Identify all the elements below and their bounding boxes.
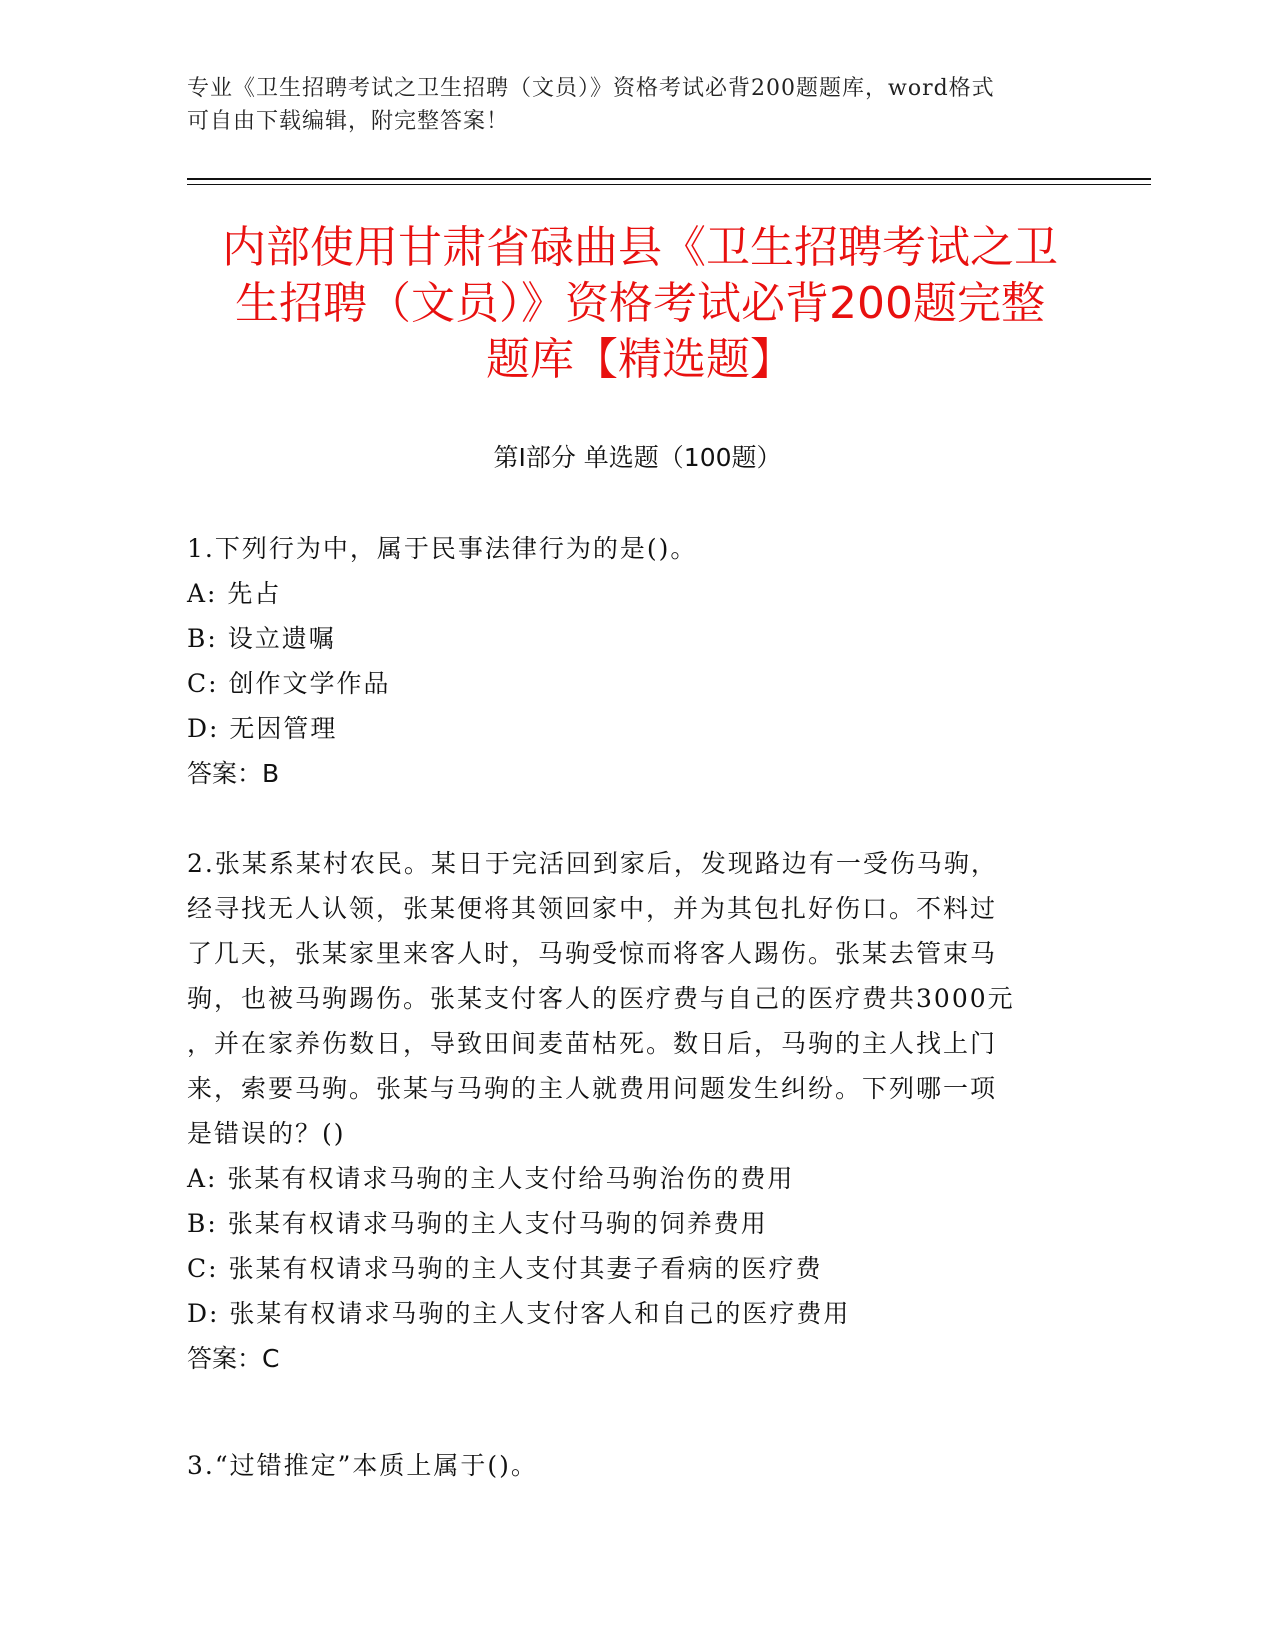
option-a: A: 张某有权请求马驹的主人支付给马驹治伤的费用 — [187, 1164, 795, 1193]
header-note — [187, 72, 1087, 138]
title-line: 题库【精选题】 — [486, 334, 794, 385]
option-b: B: 设立遗嘱 — [187, 624, 336, 653]
header-rule-thin — [187, 184, 1151, 185]
document-title — [190, 220, 1090, 388]
question-3 — [187, 1443, 1087, 1488]
header-note-line-2: 可自由下载编辑，附完整答案！ — [187, 109, 510, 134]
question-stem: 是错误的？() — [187, 1119, 346, 1148]
option-a: A: 先占 — [187, 579, 282, 608]
question-stem: 来，索要马驹。张某与马驹的主人就费用问题发生纠纷。下列哪一项 — [187, 1074, 998, 1103]
question-stem: 经寻找无人认领，张某便将其领回家中，并为其包扎好伤口。不料过 — [187, 894, 998, 923]
answer: 答案：C — [187, 1344, 280, 1373]
option-b: B: 张某有权请求马驹的主人支付马驹的饲养费用 — [187, 1209, 768, 1238]
question-stem: ，并在家养伤数日，导致田间麦苗枯死。数日后，马驹的主人找上门 — [187, 1029, 998, 1058]
title-line: 内部使用甘肃省碌曲县《卫生招聘考试之卫 — [222, 222, 1058, 273]
section-title: 第Ⅰ部分 单选题（100题） — [493, 443, 782, 472]
answer: 答案：B — [187, 759, 280, 788]
question-stem: 2.张某系某村农民。某日于完活回到家后，发现路边有一受伤马驹， — [187, 849, 998, 878]
title-line: 生招聘（文员）》资格考试必背200题完整 — [235, 278, 1045, 329]
option-c: C: 创作文学作品 — [187, 669, 391, 698]
option-d: D: 无因管理 — [187, 714, 338, 743]
question-stem: 1.下列行为中，属于民事法律行为的是()。 — [187, 534, 698, 563]
header-note-line-1: 专业《卫生招聘考试之卫生招聘（文员）》资格考试必背200题题库，word格式 — [187, 76, 995, 101]
header-rule-thick — [187, 178, 1151, 180]
option-d: D: 张某有权请求马驹的主人支付客人和自己的医疗费用 — [187, 1299, 851, 1328]
question-stem: 驹，也被马驹踢伤。张某支付客人的医疗费与自己的医疗费共3000元 — [187, 984, 1015, 1013]
question-stem: 3.“过错推定”本质上属于()。 — [187, 1451, 538, 1480]
question-2 — [187, 841, 1087, 1381]
question-stem: 了几天，张某家里来客人时，马驹受惊而将客人踢伤。张某去管束马 — [187, 939, 998, 968]
question-1 — [187, 526, 1087, 796]
option-c: C: 张某有权请求马驹的主人支付其妻子看病的医疗费 — [187, 1254, 823, 1283]
